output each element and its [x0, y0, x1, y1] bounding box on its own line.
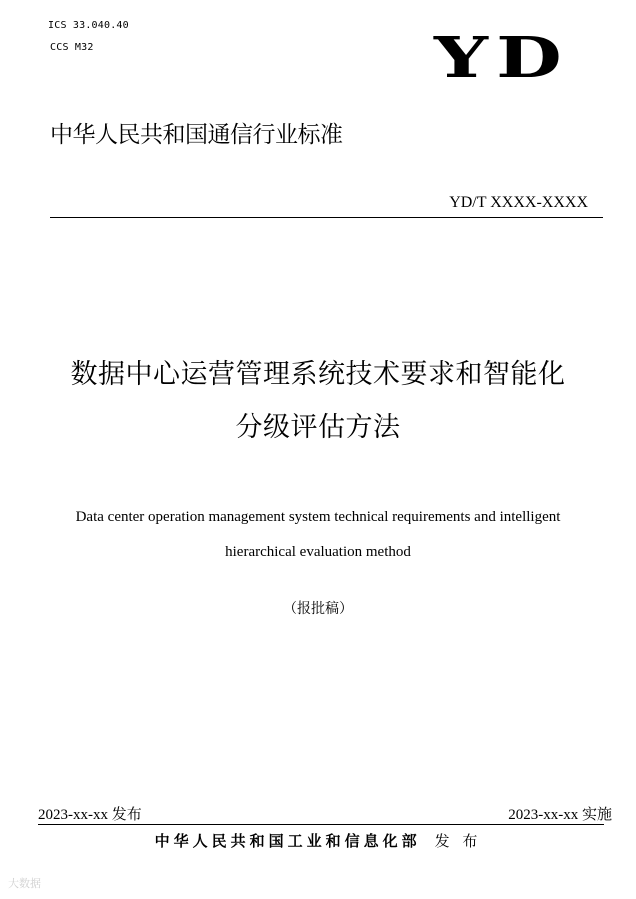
- chinese-title-line-1: 数据中心运营管理系统技术要求和智能化: [70, 359, 566, 390]
- publish-verb: 发 布: [434, 832, 482, 850]
- yd-logo: YD: [434, 25, 570, 91]
- english-title-line-2: hierarchical evaluation method: [225, 544, 411, 560]
- implementation-date: 2023-xx-xx 实施: [508, 807, 612, 823]
- english-title: [0, 500, 636, 570]
- footer-divider: [38, 824, 604, 825]
- standard-type-title: 中华人民共和国通信行业标准: [50, 122, 343, 148]
- chinese-title: [0, 348, 636, 454]
- publisher-line: [0, 830, 636, 851]
- ics-code: ICS 33.040.40: [48, 20, 129, 31]
- issue-date: 2023-xx-xx 发布: [38, 807, 142, 823]
- header-divider: [50, 217, 603, 218]
- draft-stage-label: （报批稿）: [283, 601, 353, 617]
- ccs-code: CCS M32: [50, 42, 94, 53]
- watermark-text: 大数据: [8, 877, 41, 890]
- standard-number: YD/T XXXX-XXXX: [449, 194, 588, 211]
- chinese-title-line-2: 分级评估方法: [235, 412, 401, 443]
- english-title-line-1: Data center operation management system technical requirements and intelligent: [75, 509, 561, 525]
- publisher-name: 中华人民共和国工业和信息化部: [154, 832, 421, 850]
